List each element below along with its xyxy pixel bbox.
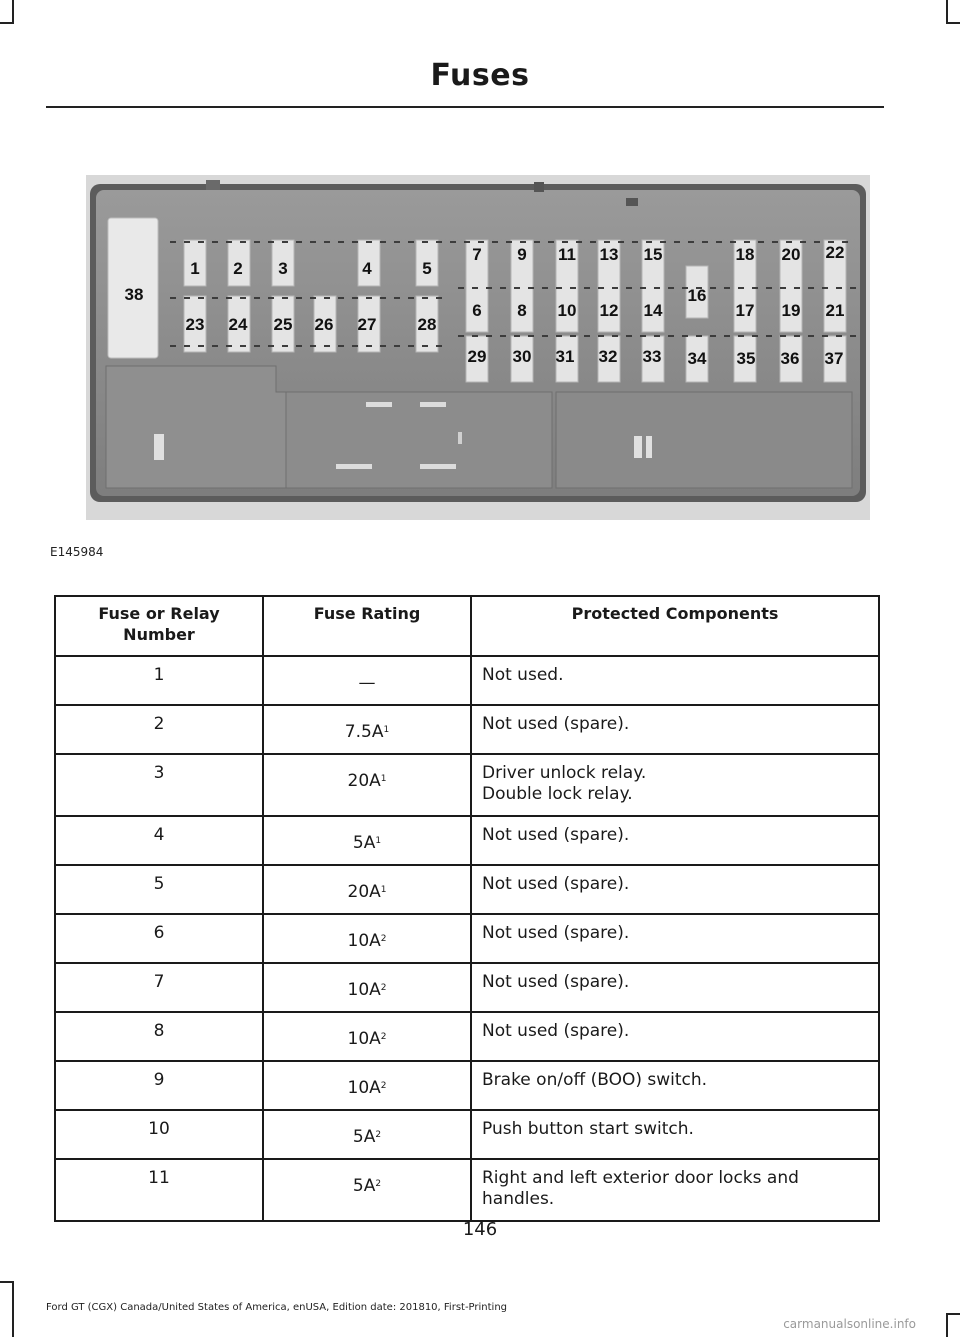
fuse-rating: 7.5A: [344, 722, 384, 742]
fuse-label: 38: [124, 285, 144, 304]
component-line: Double lock relay.: [482, 784, 633, 804]
protected-components: [471, 1159, 879, 1221]
crop-mark: [946, 1313, 948, 1337]
fuse-label: 33: [642, 347, 662, 366]
fuse-label: 14: [643, 301, 663, 320]
fuse-number: 11: [55, 1159, 263, 1221]
crop-mark: [946, 22, 960, 24]
fuse-number: 1: [55, 656, 263, 705]
fuse-rating: 20A: [347, 771, 381, 791]
fuse-label: 15: [643, 245, 663, 264]
fuse-label: 13: [599, 245, 619, 264]
fuse-rating-cell: [263, 963, 471, 1012]
fuse-rating: 5A: [352, 1176, 376, 1196]
fuse-label: 34: [687, 349, 707, 368]
table-row: [55, 914, 879, 963]
protected-components: [471, 656, 879, 705]
fuse-rating: —: [358, 673, 376, 693]
column-header: Fuse or Relay Number: [55, 596, 263, 656]
page-title: Fuses: [430, 58, 530, 93]
column-header: Fuse Rating: [263, 596, 471, 656]
table-header-row: [55, 596, 879, 656]
figure-id: E145984: [50, 545, 104, 559]
fuse-number: 5: [55, 865, 263, 914]
fuse-rating-cell: [263, 1012, 471, 1061]
fuse-label: 8: [517, 301, 527, 320]
component-line: Right and left exterior door locks and handles.: [482, 1168, 799, 1209]
component-line: Not used (spare).: [482, 923, 630, 943]
page-footer: Ford GT (CGX) Canada/United States of America, enUSA, Edition date: 201810, First-Printing: [46, 1302, 508, 1313]
crop-mark: [946, 1313, 960, 1315]
fuse-rating: 10A: [347, 931, 381, 951]
protected-components: [471, 1061, 879, 1110]
table-row: [55, 754, 879, 816]
fuse-rating: 10A: [347, 980, 381, 1000]
footnote-ref: 2: [375, 1130, 382, 1140]
component-line: Not used (spare).: [482, 1021, 630, 1041]
protected-components: [471, 816, 879, 865]
footnote-ref: 2: [380, 1081, 387, 1091]
fuse-table: [54, 595, 880, 1222]
fuse-label: 28: [417, 315, 437, 334]
fuse-label: 9: [517, 245, 527, 264]
fuse-box-diagram: [86, 170, 870, 520]
fuse-label: 31: [555, 347, 575, 366]
fuse-rating: 10A: [347, 1029, 381, 1049]
table-row: [55, 963, 879, 1012]
fuse-number: 4: [55, 816, 263, 865]
fuse-label: 36: [780, 349, 800, 368]
fuse-label: 12: [599, 301, 619, 320]
footnote-ref: 1: [380, 885, 387, 895]
table-row: [55, 816, 879, 865]
component-line: Push button start switch.: [482, 1119, 694, 1139]
protected-components: [471, 914, 879, 963]
table-row: [55, 705, 879, 754]
fuse-number: 10: [55, 1110, 263, 1159]
fuse-number: 6: [55, 914, 263, 963]
table-row: [55, 1012, 879, 1061]
component-line: Not used (spare).: [482, 874, 630, 894]
column-header: Protected Components: [471, 596, 879, 656]
crop-mark: [0, 1281, 14, 1283]
footnote-ref: 2: [380, 934, 387, 944]
watermark: carmanualsonline.info: [783, 1317, 916, 1331]
page-number: 146: [462, 1219, 498, 1240]
crop-mark: [946, 0, 948, 24]
fuse-number: 8: [55, 1012, 263, 1061]
fuse-rating-cell: [263, 705, 471, 754]
table-row: [55, 1110, 879, 1159]
footnote-ref: 2: [380, 1032, 387, 1042]
fuse-label: 17: [735, 301, 755, 320]
protected-components: [471, 1110, 879, 1159]
protected-components: [471, 705, 879, 754]
crop-mark: [0, 22, 14, 24]
fuse-label: 35: [736, 349, 756, 368]
protected-components: [471, 963, 879, 1012]
fuse-label: 1: [190, 259, 200, 278]
fuse-label: 2: [233, 259, 243, 278]
protected-components: [471, 1012, 879, 1061]
fuse-label: 30: [512, 347, 532, 366]
table-row: [55, 1159, 879, 1221]
component-line: Brake on/off (BOO) switch.: [482, 1070, 708, 1090]
fuse-label: 4: [362, 259, 372, 278]
fuse-label: 21: [825, 301, 845, 320]
fuse-label: 5: [422, 259, 432, 278]
fuse-rating-cell: [263, 1110, 471, 1159]
fuse-label: 16: [687, 286, 707, 305]
component-line: Not used (spare).: [482, 972, 630, 992]
fuse-rating-cell: [263, 816, 471, 865]
fuse-rating: 5A: [352, 1127, 376, 1147]
crop-mark: [12, 1281, 14, 1337]
fuse-rating-cell: [263, 1061, 471, 1110]
protected-components: [471, 865, 879, 914]
fuse-label: 7: [472, 245, 482, 264]
fuse-label: 20: [781, 245, 801, 264]
fuse-label: 29: [467, 347, 487, 366]
fuse-rating-cell: [263, 754, 471, 816]
fuse-label: 18: [735, 245, 755, 264]
fuse-number: 2: [55, 705, 263, 754]
fuse-label: 22: [825, 243, 845, 262]
fuse-label: 24: [228, 315, 248, 334]
footnote-ref: 1: [375, 836, 382, 846]
table-row: [55, 656, 879, 705]
fuse-label: 3: [278, 259, 288, 278]
footnote-ref: 1: [380, 774, 387, 784]
fuse-label: 26: [314, 315, 334, 334]
crop-mark: [12, 0, 14, 24]
fuse-label: 11: [558, 245, 576, 264]
component-line: Not used (spare).: [482, 825, 630, 845]
fuse-label: 32: [598, 347, 618, 366]
table-row: [55, 1061, 879, 1110]
fuse-rating-cell: [263, 1159, 471, 1221]
fuse-label: 19: [781, 301, 801, 320]
fuse-number: 3: [55, 754, 263, 816]
fuse-number: 7: [55, 963, 263, 1012]
fuse-label: 23: [185, 315, 205, 334]
component-line: Driver unlock relay.: [482, 763, 647, 783]
footnote-ref: 1: [383, 725, 390, 735]
fuse-rating: 10A: [347, 1078, 381, 1098]
fuse-rating: 5A: [352, 833, 376, 853]
protected-components: [471, 754, 879, 816]
fuse-label: 27: [357, 315, 377, 334]
fuse-rating-cell: [263, 914, 471, 963]
header-divider: [46, 106, 884, 108]
footnote-ref: 2: [380, 983, 387, 993]
table-row: [55, 865, 879, 914]
fuse-label: 37: [824, 349, 844, 368]
fuse-rating-cell: [263, 865, 471, 914]
footnote-ref: 2: [375, 1179, 382, 1189]
component-line: Not used.: [482, 665, 564, 685]
fuse-number: 9: [55, 1061, 263, 1110]
fuse-label: 10: [557, 301, 577, 320]
component-line: Not used (spare).: [482, 714, 630, 734]
fuse-label: 25: [273, 315, 293, 334]
fuse-label: 6: [472, 301, 482, 320]
fuse-rating: 20A: [347, 882, 381, 902]
fuse-rating-cell: [263, 656, 471, 705]
